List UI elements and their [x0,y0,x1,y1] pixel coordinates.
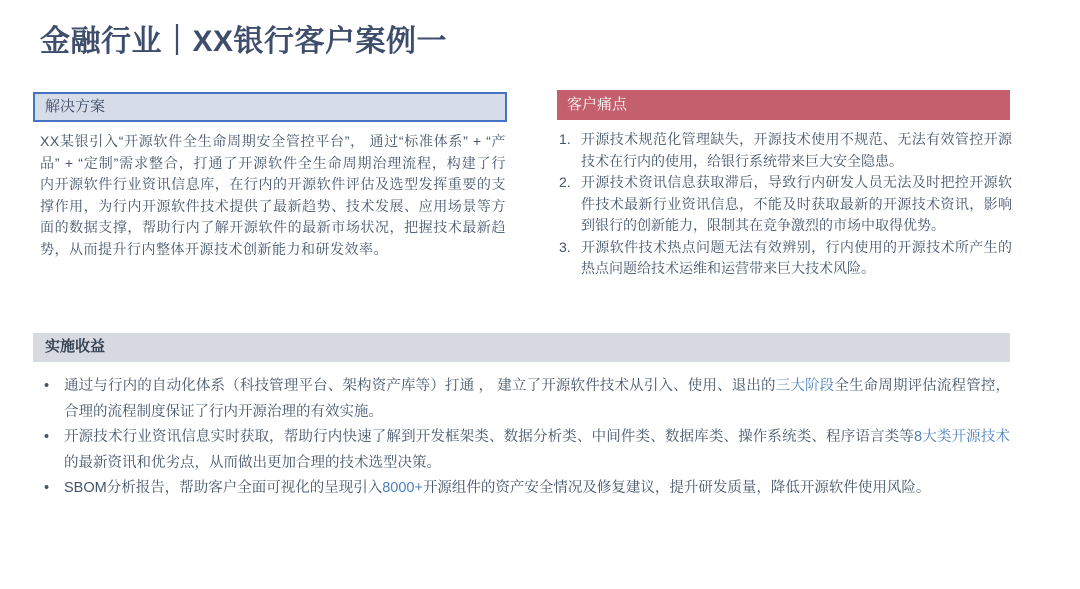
pain-points-list [557,129,1012,280]
benefit-text-post: 全生命周期评估流程管控，合理的流程制度保证了行内开源治理的有效实施。 [64,378,1011,420]
benefit-text-highlight: 三大阶段 [775,378,835,394]
benefit-text-post: 开源组件的资产安全情况及修复建议，提升研发质量，降低开源软件使用风险。 [422,480,931,496]
solution-body-text: XX某银引入“开源软件全生命周期安全管控平台”， 通过“标准体系” + “产品” + “定制”需求整合，打通了开源软件全生命周期治理流程，构建了行内开源软件行业资讯信息库，在行内的开源软件评估及选型发挥重要的支撑作用，为行内开源软件技术提供了最新趋势、技术发展、应用场景等方面的数据支撑，帮助行内了解开源软件的最新市场状况，把握技术最新趋势，从而提升行内整体开源技术创新能力和研发效率。 [40,133,506,257]
benefit-item [42,374,1010,425]
benefit-text-highlight: 8大类开源技术 [914,429,1010,445]
pain-point-item [557,129,1012,172]
benefit-text-post: 的最新资讯和优劣点，从而做出更加合理的技术选型决策。 [64,454,441,471]
pain-point-text: 开源软件技术热点问题无法有效辨别，行内使用的开源技术所产生的热点问题给技术运维和运营带来巨大技术风险。 [581,238,1012,276]
pain-point-item [557,172,1012,237]
benefit-text-pre: SBOM分析报告，帮助客户全面可视化的呈现引入 [64,480,383,496]
pain-point-text: 开源技术资讯信息获取滞后，导致行内研发人员无法及时把控开源软件技术最新行业资讯信息，不能及时获取最新的开源技术资讯，影响到银行的创新能力，限制其在竞争激烈的市场中取得优势。 [581,174,1012,233]
benefit-text-pre: 通过与行内的自动化体系（科技管理平台、架构资产库等）打通 ， 建立了开源软件技术从引入、使用、退出的 [64,378,776,394]
benefits-section-header: 实施收益 [33,333,1010,362]
pain-points-section-header: 客户痛点 [557,90,1010,120]
benefit-text-pre: 开源技术行业资讯信息实时获取，帮助行内快速了解到开发框架类、数据分析类、中间件类、数据库类、操作系统类、程序语言类等 [64,429,914,445]
page-title: 金融行业｜XX银行客户案例一 [40,25,448,58]
benefits-list [42,374,1010,502]
benefit-item [42,476,1010,502]
pain-point-item [557,237,1012,280]
pain-point-text: 开源技术规范化管理缺失，开源技术使用不规范、无法有效管控开源技术在行内的使用，给银行系统带来巨大安全隐患。 [581,131,1012,169]
solution-section-header: 解决方案 [33,92,507,122]
benefit-text-highlight: 8000+ [382,480,423,496]
benefit-item [42,425,1010,476]
